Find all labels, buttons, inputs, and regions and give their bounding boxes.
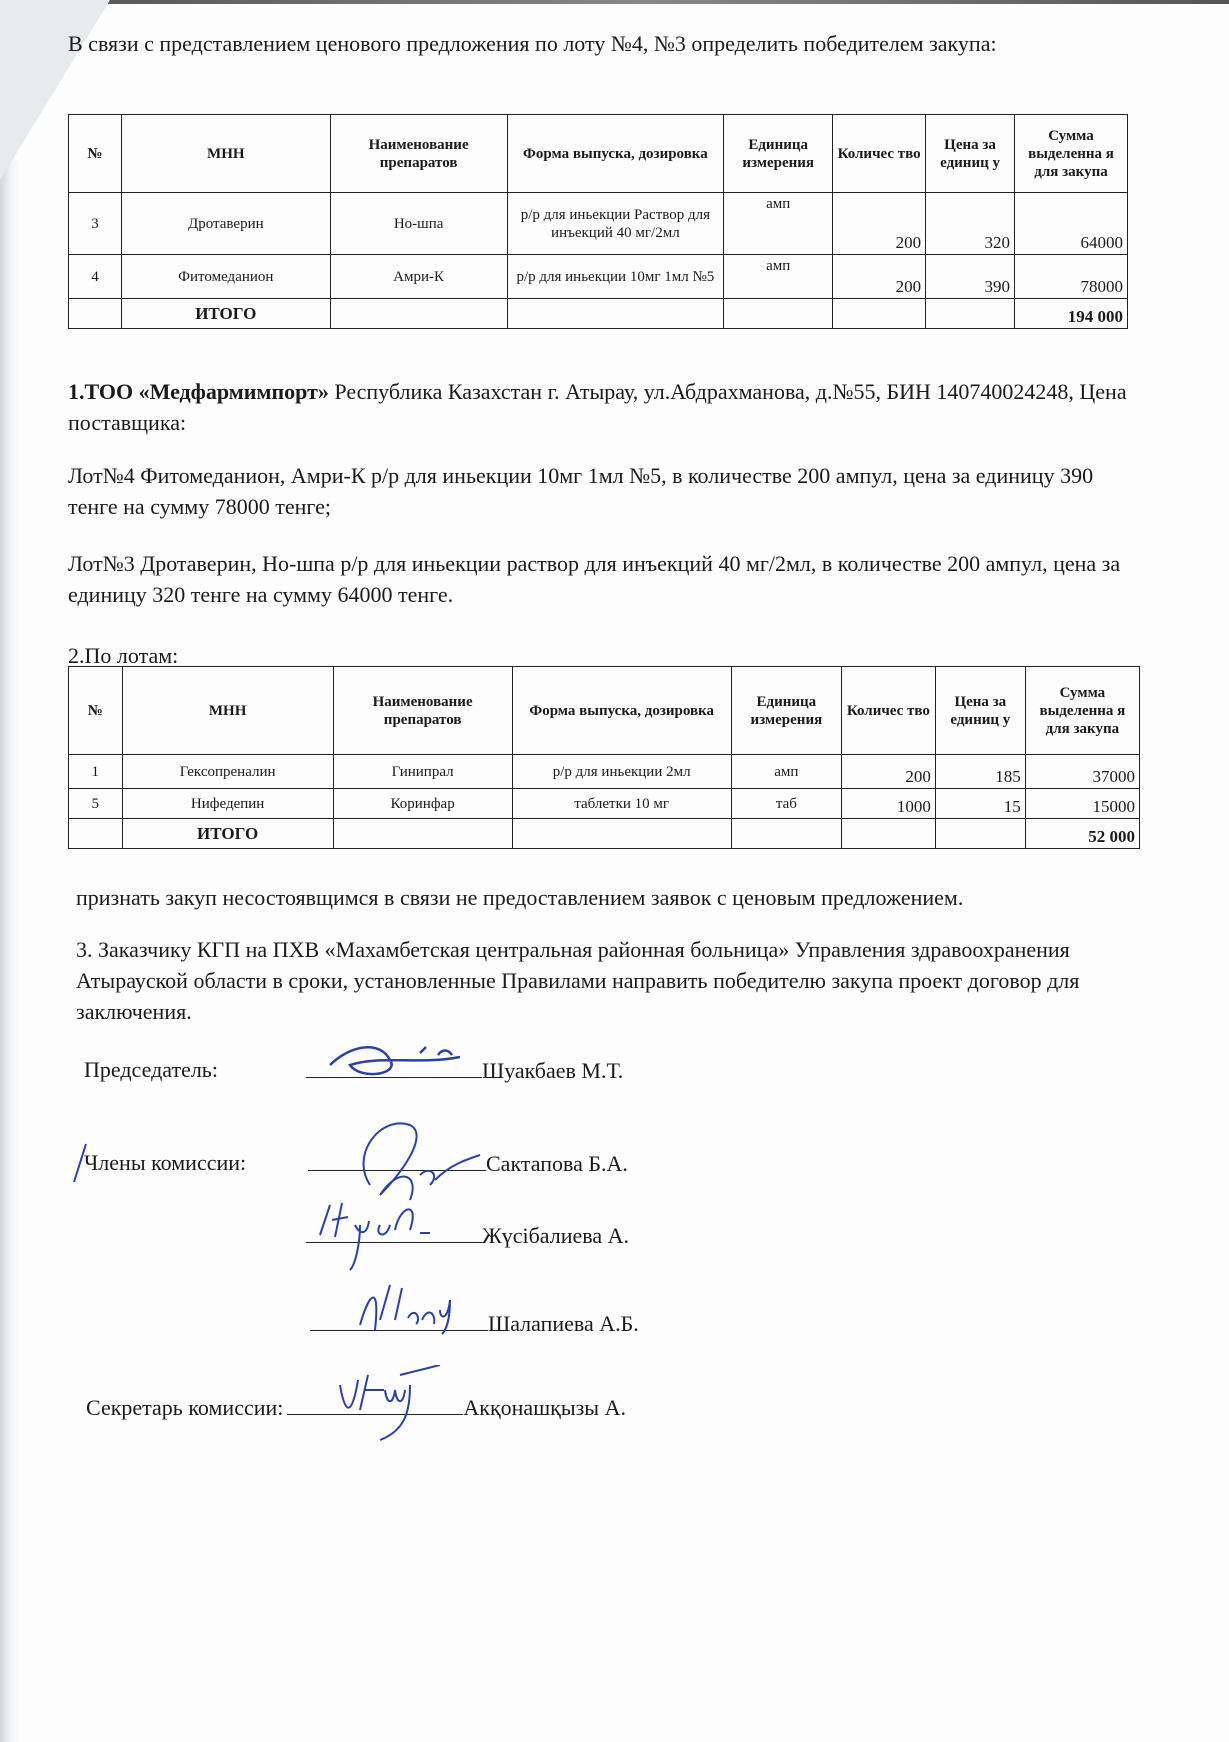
cell-price: 320: [926, 193, 1015, 255]
header-unit: Единица измерения: [731, 667, 841, 755]
member-name: Жүсібалиева А.: [482, 1223, 630, 1248]
header-qty: Количес тво: [841, 667, 935, 755]
cell-empty: [330, 299, 507, 329]
lot3-paragraph: Лот№3 Дротаверин, Но-шпа р/р для иньекции раствор для инъекций 40 мг/2мл, в количестве 200 ампул, цена за единицу 320 тенге на сумму 64000 тенге.: [68, 551, 1121, 607]
chairman-label: Председатель:: [84, 1057, 218, 1082]
total-value: 52 000: [1025, 819, 1139, 849]
supplier-details: Республика Казахстан г. Атырау, ул.Абдрахманова, д.№55, БИН 140740024248, Цена поставщика:: [68, 379, 1127, 435]
cell-name: Амри-К: [330, 255, 507, 299]
cell-qty: 200: [833, 255, 926, 299]
table-total-row: [69, 299, 1128, 329]
failed-lots-table: [68, 666, 1140, 849]
cell-price: 15: [935, 789, 1025, 819]
member-name: Сактапова Б.А.: [486, 1151, 628, 1176]
cell-form: таблетки 10 мг: [512, 789, 731, 819]
secretary-label: Секретарь комиссии:: [86, 1395, 284, 1420]
cell-mnn: Фитомеданион: [121, 255, 330, 299]
cell-sum: 37000: [1025, 755, 1139, 789]
cell-name: Коринфар: [333, 789, 512, 819]
table-row: [69, 255, 1128, 299]
header-price: Цена за единиц у: [926, 115, 1015, 193]
table-header-row: [69, 115, 1128, 193]
total-label: ИТОГО: [122, 819, 333, 849]
cell-empty: [512, 819, 731, 849]
margin-pen-mark: [70, 1140, 90, 1185]
cell-form: р/р для иньекции Раствор для инъекций 40 мг/2мл: [507, 193, 724, 255]
cell-name: Гинипрал: [333, 755, 512, 789]
cell-sum: 78000: [1015, 255, 1128, 299]
header-mnn: МНН: [122, 667, 333, 755]
chairman-signature: [320, 1035, 480, 1085]
cell-unit: амп: [724, 255, 833, 299]
supplier-paragraph: [68, 376, 1128, 438]
secretary-name: Акқонашқызы А.: [463, 1395, 626, 1420]
cell-unit: таб: [731, 789, 841, 819]
header-sum: Сумма выделенна я для закупа: [1015, 115, 1128, 193]
cell-qty: 200: [841, 755, 935, 789]
cell-form: р/р для иньекции 2мл: [512, 755, 731, 789]
lot4-paragraph: Лот№4 Фитомеданион, Амри-К р/р для иньекции 10мг 1мл №5, в количестве 200 ампул, цена за единицу 390 тенге на сумму 78000 тенге;: [68, 463, 1094, 519]
cell-form: р/р для иньекции 10мг 1мл №5: [507, 255, 724, 299]
header-form: Форма выпуска, дозировка: [507, 115, 724, 193]
cell-price: 390: [926, 255, 1015, 299]
intro-paragraph: В связи с представлением ценового предложения по лоту №4, №3 определить победителем закупа:: [68, 31, 997, 56]
cell-unit: амп: [724, 193, 833, 255]
cell-name: Но-шпа: [330, 193, 507, 255]
cell-empty: [333, 819, 512, 849]
cell-no: 3: [69, 193, 122, 255]
secretary-signature: [330, 1365, 460, 1445]
cell-qty: 1000: [841, 789, 935, 819]
failed-procurement-paragraph: признать закуп несостоявщимся в связи не предоставлением заявок с ценовым предложением.: [76, 885, 964, 910]
cell-empty: [69, 299, 122, 329]
total-label: ИТОГО: [121, 299, 330, 329]
cell-no: 1: [69, 755, 123, 789]
supplier-name: 1.ТОО «Медфармимпорт»: [68, 379, 329, 404]
cell-empty: [507, 299, 724, 329]
header-form: Форма выпуска, дозировка: [512, 667, 731, 755]
member-signature-2: [300, 1195, 460, 1285]
header-name: Наименование препаратов: [333, 667, 512, 755]
member-signature-3: [350, 1280, 480, 1340]
scan-top-edge: [60, 0, 1229, 4]
header-unit: Единица измерения: [724, 115, 833, 193]
header-sum: Сумма выделенна я для закупа: [1025, 667, 1139, 755]
members-row: [84, 1148, 246, 1178]
section2-heading: 2.По лотам:: [68, 643, 179, 668]
header-name: Наименование препаратов: [330, 115, 507, 193]
header-no: №: [69, 667, 123, 755]
cell-sum: 15000: [1025, 789, 1139, 819]
cell-price: 185: [935, 755, 1025, 789]
cell-empty: [69, 819, 123, 849]
table-header-row: [69, 667, 1140, 755]
cell-empty: [926, 299, 1015, 329]
cell-qty: 200: [833, 193, 926, 255]
cell-empty: [841, 819, 935, 849]
cell-unit: амп: [731, 755, 841, 789]
scan-edge-shadow: [0, 0, 18, 1742]
cell-empty: [833, 299, 926, 329]
cell-empty: [731, 819, 841, 849]
header-mnn: МНН: [121, 115, 330, 193]
cell-mnn: Нифедепин: [122, 789, 333, 819]
chairman-row: [84, 1055, 218, 1085]
header-no: №: [69, 115, 122, 193]
cell-empty: [935, 819, 1025, 849]
header-qty: Количес тво: [833, 115, 926, 193]
cell-mnn: Дротаверин: [121, 193, 330, 255]
table-row: [69, 789, 1140, 819]
section3-paragraph: 3. Заказчику КГП на ПХВ «Махамбетская центральная районная больница» Управления здравоохранения Атырауской области в сроки, установленные Правилами направить победителю закупа проект договор для заключения.: [76, 937, 1080, 1024]
total-value: 194 000: [1015, 299, 1128, 329]
table-row: [69, 193, 1128, 255]
table-total-row: [69, 819, 1140, 849]
cell-sum: 64000: [1015, 193, 1128, 255]
winners-table: [68, 114, 1128, 329]
cell-mnn: Гексопреналин: [122, 755, 333, 789]
member-name: Шалапиева А.Б.: [488, 1311, 639, 1336]
header-price: Цена за единиц у: [935, 667, 1025, 755]
cell-no: 4: [69, 255, 122, 299]
chairman-name: Шуакбаев М.Т.: [482, 1058, 624, 1083]
cell-no: 5: [69, 789, 123, 819]
cell-empty: [724, 299, 833, 329]
table-row: [69, 755, 1140, 789]
members-label: Члены комиссии:: [84, 1150, 247, 1175]
